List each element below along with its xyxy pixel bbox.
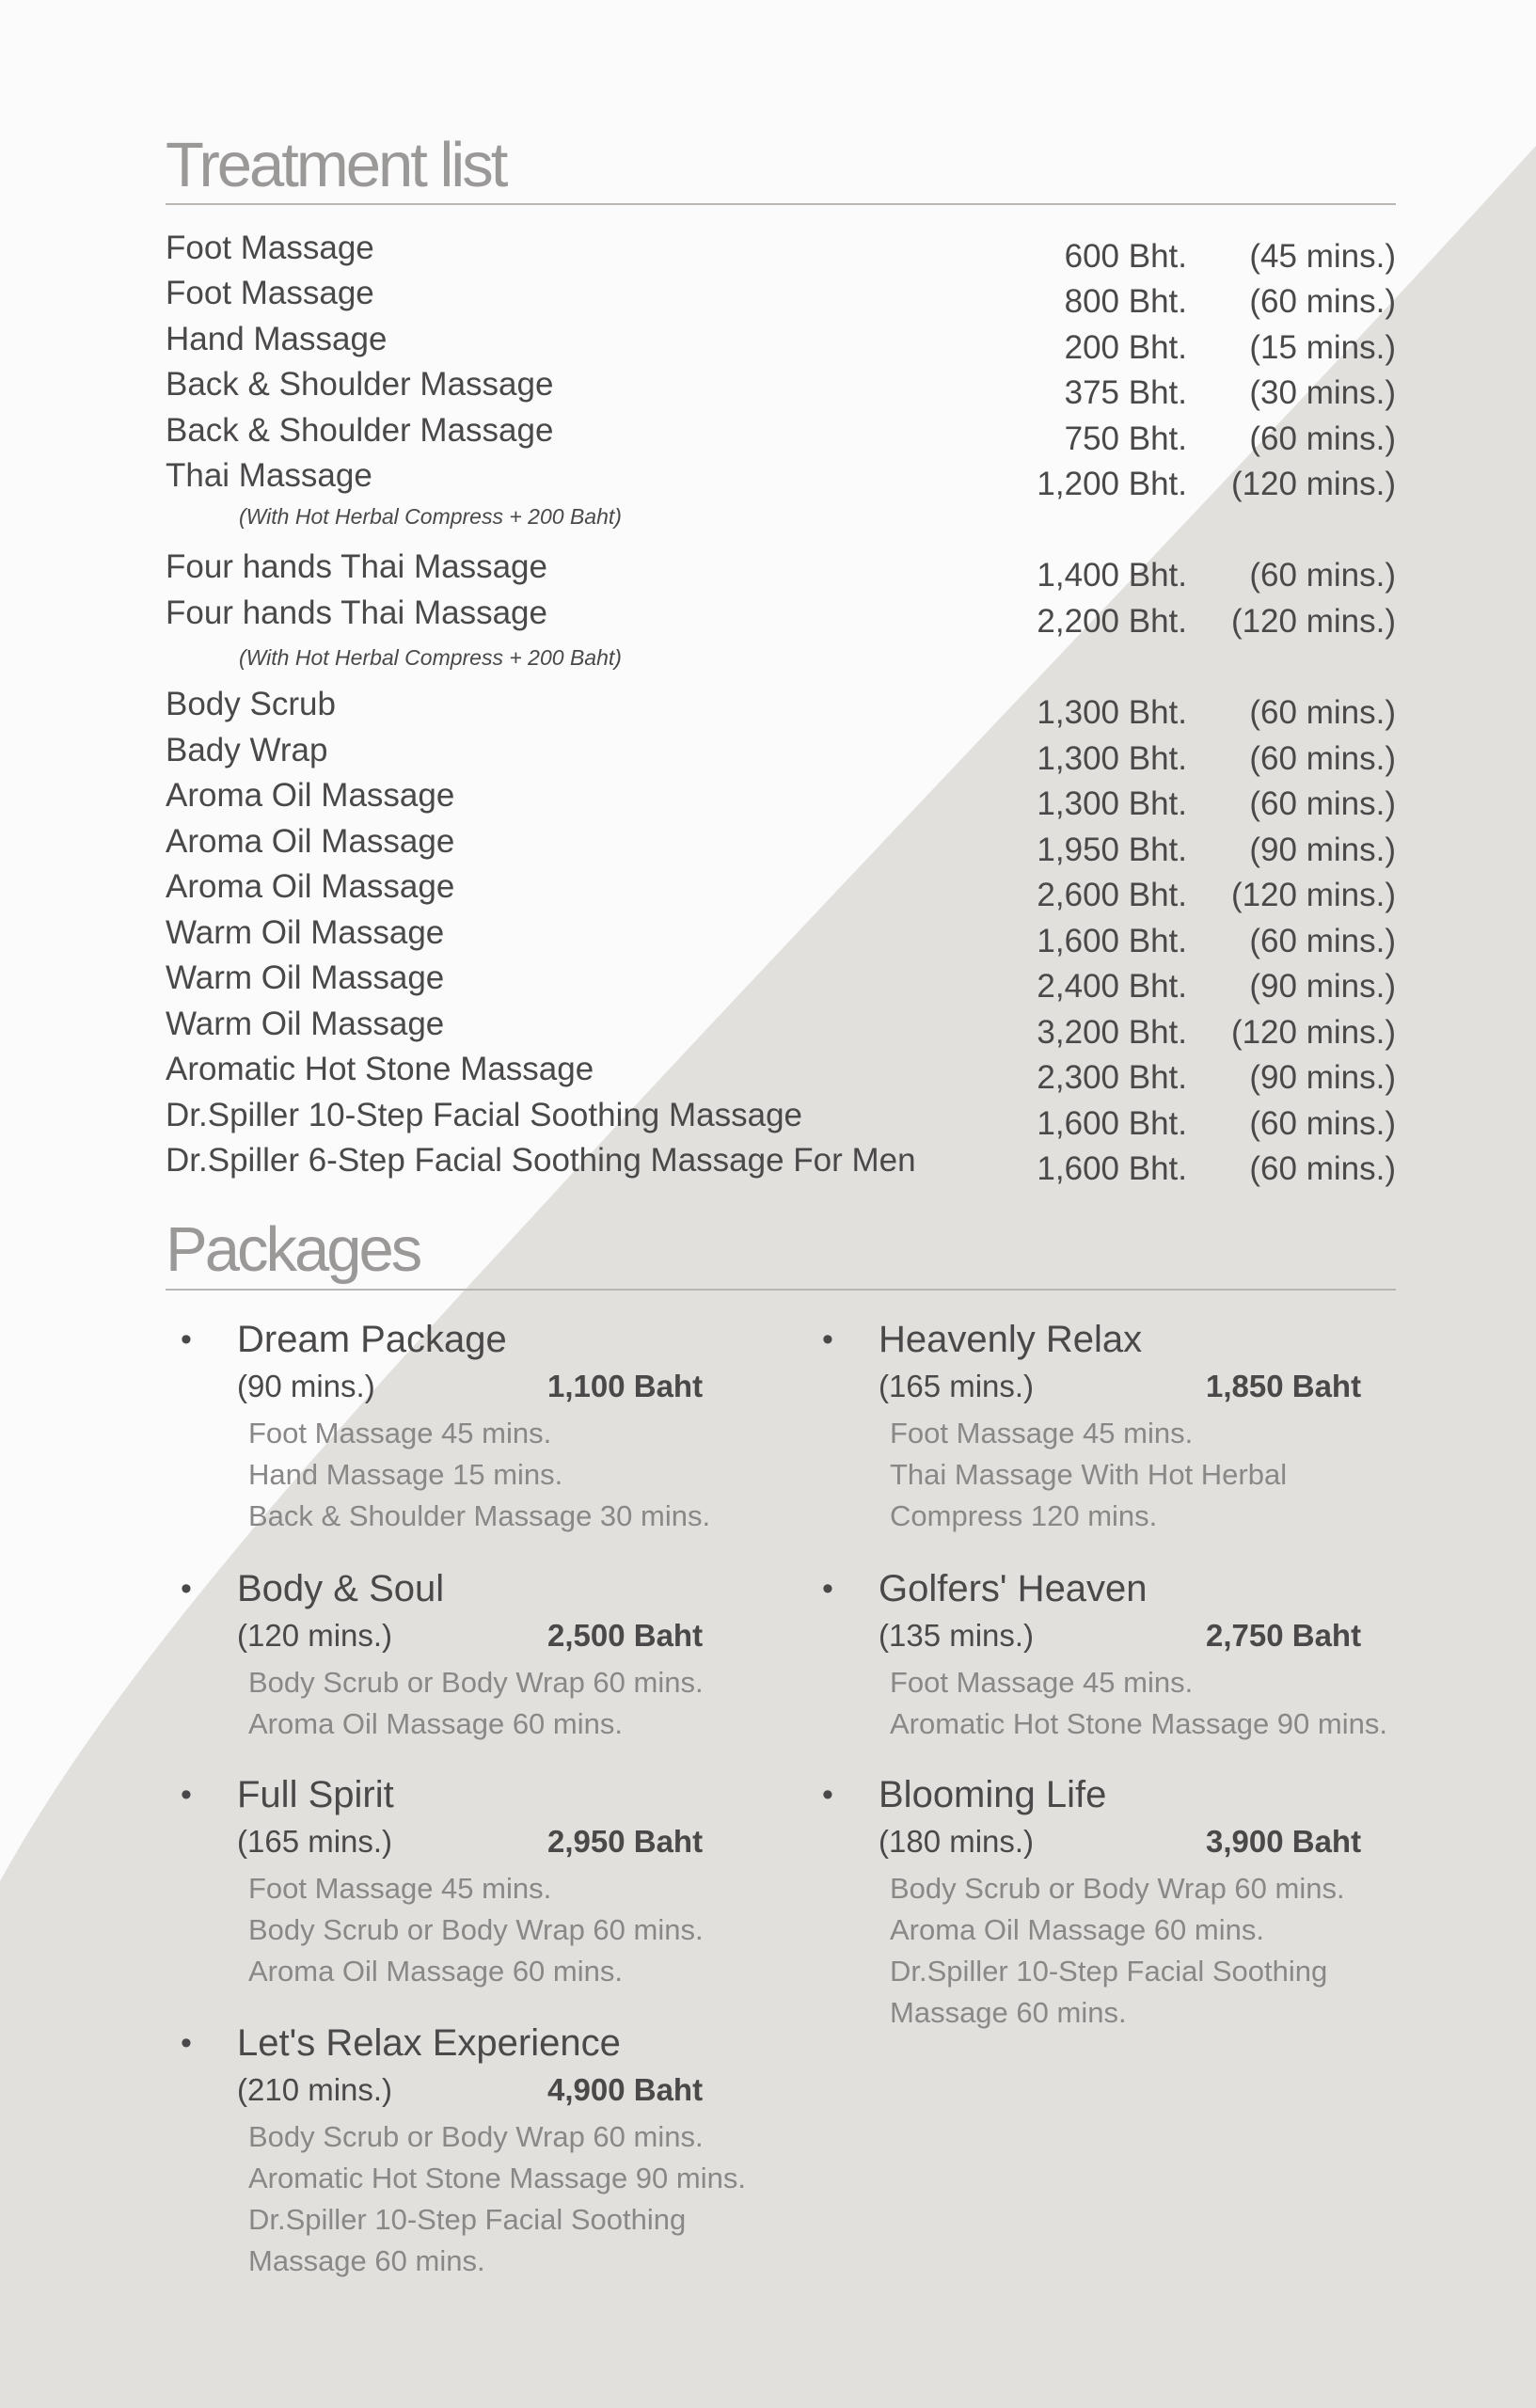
treatment-duration: (60 mins.) bbox=[1249, 1105, 1396, 1142]
treatment-duration: (60 mins.) bbox=[1249, 740, 1396, 777]
package-item: Compress 120 mins. bbox=[890, 1499, 1158, 1532]
bullet-icon: • bbox=[822, 1571, 833, 1607]
package-item: Body Scrub or Body Wrap 60 mins. bbox=[248, 2120, 704, 2153]
package-name: Let's Relax Experience bbox=[237, 2022, 621, 2064]
treatment-price: 1,950 Bht. bbox=[1037, 832, 1187, 868]
treatment-price: 1,200 Bht. bbox=[1037, 466, 1187, 502]
package-item: Dr.Spiller 10-Step Facial Soothing bbox=[248, 2203, 687, 2236]
package-item: Aroma Oil Massage 60 mins. bbox=[890, 1913, 1264, 1946]
package-price: 4,900 Baht bbox=[547, 2072, 704, 2107]
package-price: 2,950 Baht bbox=[547, 1824, 704, 1859]
treatment-note: (With Hot Herbal Compress + 200 Baht) bbox=[239, 504, 622, 529]
treatment-duration: (30 mins.) bbox=[1249, 374, 1396, 411]
package-name: Body & Soul bbox=[237, 1568, 445, 1609]
bullet-icon: • bbox=[181, 1322, 192, 1357]
package-items bbox=[248, 2116, 746, 2282]
treatment-price: 2,400 Bht. bbox=[1037, 968, 1187, 1005]
bullet-icon: • bbox=[181, 1777, 192, 1813]
treatment-duration: (60 mins.) bbox=[1249, 785, 1396, 822]
package-price: 1,100 Baht bbox=[547, 1369, 704, 1403]
treatment-duration: (60 mins.) bbox=[1249, 923, 1396, 959]
package-item: Foot Massage 45 mins. bbox=[248, 1417, 552, 1450]
treatment-row bbox=[166, 686, 1396, 731]
package-duration: (210 mins.) bbox=[237, 2072, 393, 2107]
package-item: Aroma Oil Massage 60 mins. bbox=[248, 1707, 623, 1740]
treatment-name: Four hands Thai Massage bbox=[166, 594, 547, 631]
package-duration: (90 mins.) bbox=[237, 1369, 375, 1403]
treatment-row bbox=[166, 1097, 1396, 1142]
treatment-duration: (120 mins.) bbox=[1230, 466, 1396, 502]
package-item: Dr.Spiller 10-Step Facial Soothing bbox=[890, 1955, 1328, 1988]
bullet-icon: • bbox=[822, 1777, 833, 1813]
treatment-row bbox=[166, 594, 1396, 640]
package-item: Massage 60 mins. bbox=[890, 1996, 1127, 2029]
package-item: Aroma Oil Massage 60 mins. bbox=[248, 1955, 623, 1988]
treatment-row bbox=[166, 1051, 1396, 1096]
treatment-name: Warm Oil Massage bbox=[166, 914, 445, 951]
package-item: Thai Massage With Hot Herbal bbox=[890, 1458, 1288, 1491]
package-item: Massage 60 mins. bbox=[248, 2244, 485, 2277]
package-items bbox=[248, 1413, 710, 1537]
treatment-name: Hand Massage bbox=[166, 321, 388, 357]
package-item: Body Scrub or Body Wrap 60 mins. bbox=[890, 1872, 1345, 1905]
treatment-name: Foot Massage bbox=[166, 275, 374, 311]
treatment-duration: (60 mins.) bbox=[1249, 283, 1396, 320]
treatment-name: Warm Oil Massage bbox=[166, 1006, 445, 1042]
treatment-duration: (60 mins.) bbox=[1249, 420, 1396, 457]
treatment-price: 1,300 Bht. bbox=[1037, 694, 1187, 731]
treatment-name: Aroma Oil Massage bbox=[166, 868, 455, 905]
package-duration: (180 mins.) bbox=[879, 1824, 1035, 1859]
treatment-price: 1,300 Bht. bbox=[1037, 785, 1187, 822]
treatment-name: Aromatic Hot Stone Massage bbox=[166, 1051, 594, 1087]
treatment-price: 2,200 Bht. bbox=[1037, 603, 1187, 640]
treatment-price: 375 Bht. bbox=[1064, 374, 1187, 411]
treatment-name: Bady Wrap bbox=[166, 732, 328, 768]
treatment-price: 2,300 Bht. bbox=[1037, 1059, 1187, 1096]
treatment-row bbox=[166, 366, 1396, 411]
treatment-name: Thai Massage bbox=[166, 457, 372, 494]
package-item: Foot Massage 45 mins. bbox=[248, 1872, 552, 1905]
treatment-price: 1,600 Bht. bbox=[1037, 923, 1187, 959]
treatment-name: Back & Shoulder Massage bbox=[166, 366, 554, 403]
package-name: Heavenly Relax bbox=[879, 1319, 1143, 1360]
treatment-row bbox=[166, 959, 1396, 1005]
treatment-row bbox=[166, 275, 1396, 320]
package-items bbox=[248, 1662, 704, 1745]
package-item: Aromatic Hot Stone Massage 90 mins. bbox=[248, 2162, 746, 2194]
treatment-duration: (120 mins.) bbox=[1230, 603, 1396, 640]
treatment-row bbox=[166, 548, 1396, 594]
bullet-icon: • bbox=[822, 1322, 833, 1357]
treatment-duration: (90 mins.) bbox=[1249, 968, 1396, 1005]
package-items bbox=[890, 1868, 1345, 2034]
bullet-icon: • bbox=[181, 1571, 192, 1607]
bullet-icon: • bbox=[181, 2025, 192, 2061]
package-item: Foot Massage 45 mins. bbox=[890, 1666, 1194, 1699]
treatment-row bbox=[166, 1006, 1396, 1051]
treatment-name: Four hands Thai Massage bbox=[166, 548, 547, 585]
treatment-price: 3,200 Bht. bbox=[1037, 1014, 1187, 1051]
package-duration: (165 mins.) bbox=[237, 1824, 393, 1859]
treatment-name: Foot Massage bbox=[166, 230, 374, 266]
treatment-price: 750 Bht. bbox=[1064, 420, 1187, 457]
package-item: Back & Shoulder Massage 30 mins. bbox=[248, 1499, 711, 1532]
treatment-name: Body Scrub bbox=[166, 686, 336, 722]
treatment-row bbox=[166, 321, 1396, 366]
treatment-duration: (60 mins.) bbox=[1249, 557, 1396, 594]
package-name: Golfers' Heaven bbox=[879, 1568, 1148, 1609]
treatment-name: Aroma Oil Massage bbox=[166, 823, 455, 860]
treatment-price: 600 Bht. bbox=[1064, 238, 1187, 275]
treatment-name: Aroma Oil Massage bbox=[166, 777, 455, 814]
treatment-row bbox=[166, 457, 1396, 502]
treatment-price: 1,600 Bht. bbox=[1037, 1105, 1187, 1142]
treatment-duration: (15 mins.) bbox=[1249, 329, 1396, 366]
package-price: 1,850 Baht bbox=[1206, 1369, 1362, 1403]
treatment-price: 2,600 Bht. bbox=[1037, 877, 1187, 913]
treatment-duration: (60 mins.) bbox=[1249, 1150, 1396, 1187]
package-duration: (135 mins.) bbox=[879, 1618, 1035, 1653]
package-duration: (165 mins.) bbox=[879, 1369, 1035, 1403]
treatment-note: (With Hot Herbal Compress + 200 Baht) bbox=[239, 645, 622, 670]
package-item: Body Scrub or Body Wrap 60 mins. bbox=[248, 1913, 704, 1946]
treatment-row bbox=[166, 868, 1396, 913]
package-items bbox=[248, 1868, 704, 1992]
treatment-duration: (90 mins.) bbox=[1249, 1059, 1396, 1096]
package-item: Hand Massage 15 mins. bbox=[248, 1458, 563, 1491]
treatment-name: Dr.Spiller 6-Step Facial Soothing Massage For Men bbox=[166, 1142, 916, 1179]
treatment-list-title: Treatment list bbox=[166, 130, 506, 200]
packages-title-divider bbox=[166, 1289, 1396, 1291]
treatment-name: Back & Shoulder Massage bbox=[166, 412, 554, 449]
treatment-row bbox=[166, 914, 1396, 959]
treatment-row bbox=[166, 777, 1396, 822]
package-item: Aromatic Hot Stone Massage 90 mins. bbox=[890, 1707, 1387, 1740]
treatment-duration: (60 mins.) bbox=[1249, 694, 1396, 731]
package-name: Blooming Life bbox=[879, 1774, 1107, 1815]
package-name: Dream Package bbox=[237, 1319, 507, 1360]
package-price: 2,500 Baht bbox=[547, 1618, 704, 1653]
treatment-row bbox=[166, 823, 1396, 868]
treatment-price: 1,400 Bht. bbox=[1037, 557, 1187, 594]
package-price: 3,900 Baht bbox=[1206, 1824, 1362, 1859]
treatment-duration: (120 mins.) bbox=[1230, 877, 1396, 913]
package-name: Full Spirit bbox=[237, 1774, 394, 1815]
treatment-price: 200 Bht. bbox=[1064, 329, 1187, 366]
treatment-price: 1,300 Bht. bbox=[1037, 740, 1187, 777]
treatment-price: 1,600 Bht. bbox=[1037, 1150, 1187, 1187]
treatment-name: Dr.Spiller 10-Step Facial Soothing Massage bbox=[166, 1097, 803, 1133]
treatment-row bbox=[166, 1142, 1396, 1187]
package-price: 2,750 Baht bbox=[1206, 1618, 1362, 1653]
treatment-row bbox=[166, 732, 1396, 777]
treatment-name: Warm Oil Massage bbox=[166, 959, 445, 996]
package-duration: (120 mins.) bbox=[237, 1618, 393, 1653]
package-items bbox=[890, 1413, 1287, 1537]
treatment-title-divider bbox=[166, 203, 1396, 205]
package-items bbox=[890, 1662, 1387, 1745]
package-item: Foot Massage 45 mins. bbox=[890, 1417, 1194, 1450]
treatment-row bbox=[166, 230, 1396, 275]
packages-title: Packages bbox=[166, 1214, 420, 1285]
treatment-price: 800 Bht. bbox=[1064, 283, 1187, 320]
package-item: Body Scrub or Body Wrap 60 mins. bbox=[248, 1666, 704, 1699]
treatment-duration: (90 mins.) bbox=[1249, 832, 1396, 868]
treatment-row bbox=[166, 412, 1396, 457]
treatment-duration: (45 mins.) bbox=[1249, 238, 1396, 275]
treatment-duration: (120 mins.) bbox=[1230, 1014, 1396, 1051]
